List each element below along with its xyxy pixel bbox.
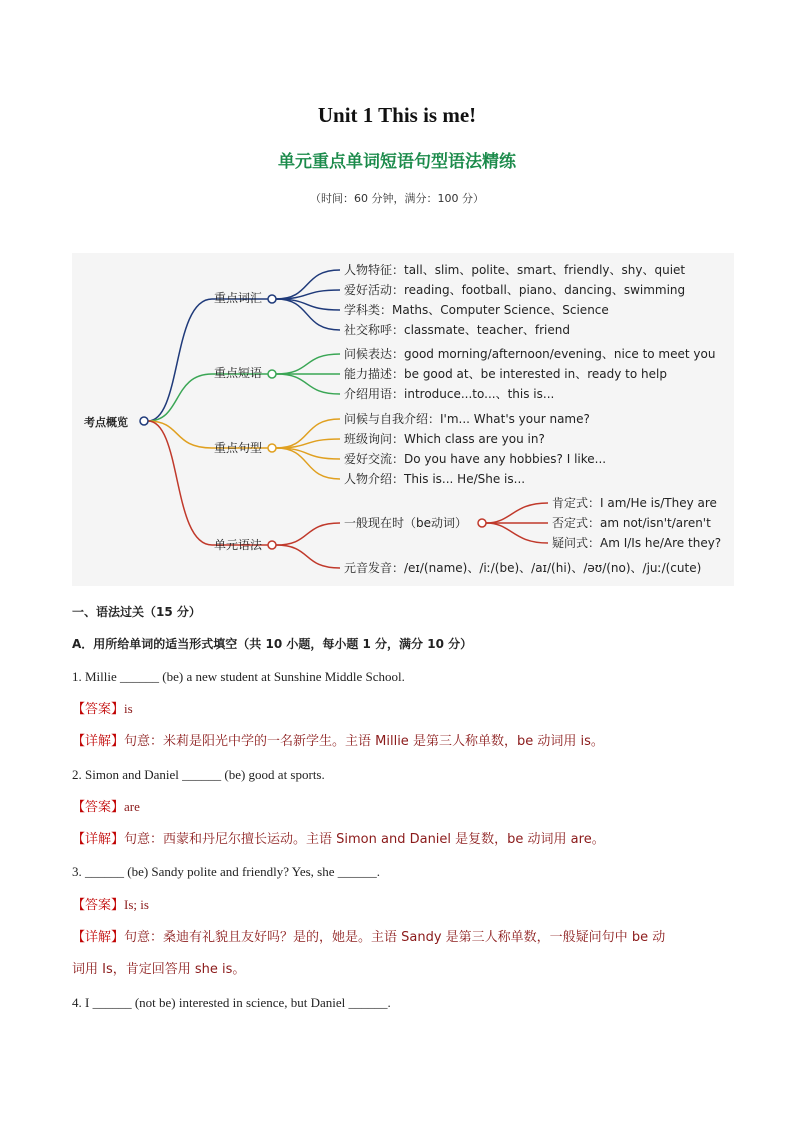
section-heading: 一、语法过关（15 分） [72, 605, 201, 619]
answer-value: are [124, 799, 140, 814]
phrase-item: 介绍用语：introduce...to...、this is... [344, 387, 555, 401]
answer-1 [72, 700, 133, 719]
detail-tag: 【详解】 [72, 930, 125, 945]
answer-2 [72, 798, 140, 817]
vocab-item: 学科类：Maths、Computer Science、Science [344, 303, 609, 317]
detail-1 [72, 733, 604, 751]
answer-tag: 【答案】 [72, 898, 125, 913]
mind-map-root: 考点概览 [84, 416, 128, 429]
branch-grammar: 单元语法 [214, 538, 263, 552]
page-title: Unit 1 This is me! [317, 103, 477, 127]
sentence-item: 问候与自我介绍：I'm... What's your name? [344, 412, 590, 426]
branch-vocabulary: 重点词汇 [214, 291, 263, 305]
question-4: 4. I ______ (not be) interested in science, but Daniel ______. [72, 995, 391, 1010]
answer-value: is [124, 701, 133, 716]
vocab-item: 社交称呼：classmate、teacher、friend [344, 323, 570, 337]
sentence-item: 人物介绍：This is... He/She is... [344, 472, 526, 486]
detail-3 [72, 929, 665, 947]
detail-text: 句意：米莉是阳光中学的一名新学生。主语 Millie 是第三人称单数，be 动词用 is。 [124, 734, 604, 749]
grammar-subitem: 疑问式：Am I/Is he/Are they? [552, 536, 722, 550]
vocab-item: 爱好活动：reading、football、piano、dancing、swimming [344, 283, 686, 297]
detail-text: 句意：桑迪有礼貌且友好吗？是的，她是。主语 Sandy 是第三人称单数，一般疑问句中 be 动 [124, 930, 666, 945]
question-2: 2. Simon and Daniel ______ (be) good at sports. [72, 767, 325, 782]
vocab-item: 人物特征：tall、slim、polite、smart、friendly、shy、quiet [344, 263, 686, 277]
phrase-item: 问候表达：good morning/afternoon/evening、nice to meet you [344, 347, 716, 361]
grammar-subitem: 否定式：am not/isn't/aren't [552, 516, 711, 530]
answer-tag: 【答案】 [72, 702, 125, 717]
question-3: 3. ______ (be) Sandy polite and friendly? Yes, she ______. [72, 864, 380, 879]
answer-3 [72, 896, 149, 915]
answer-value: Is; is [124, 897, 149, 912]
grammar-item: 元音发音：/eɪ/(name)、/iː/(be)、/aɪ/(hi)、/əʊ/(no)、/juː/(cute) [344, 561, 702, 575]
answer-tag: 【答案】 [72, 800, 125, 815]
phrase-item: 能力描述：be good at、be interested in、ready to help [344, 367, 667, 381]
branch-sentences: 重点句型 [214, 441, 263, 455]
detail-2 [72, 831, 605, 849]
mind-map [72, 253, 734, 586]
branch-phrases: 重点短语 [214, 366, 263, 380]
page-subtitle: 单元重点单词短语句型语法精练 [278, 152, 516, 172]
detail-text: 句意：西蒙和丹尼尔擅长运动。主语 Simon and Daniel 是复数，be 动词用 are。 [124, 832, 605, 847]
time-info: （时间：60 分钟，满分：100 分） [310, 192, 484, 205]
part-heading: A．用所给单词的适当形式填空（共 10 小题，每小题 1 分，满分 10 分） [72, 637, 473, 651]
sentence-item: 爱好交流：Do you have any hobbies? I like... [344, 452, 607, 466]
sentence-item: 班级询问：Which class are you in? [344, 432, 545, 446]
question-1: 1. Millie ______ (be) a new student at Sunshine Middle School. [72, 669, 405, 684]
grammar-subitem: 肯定式：I am/He is/They are [552, 496, 717, 510]
grammar-item: 一般现在时（be动词） [344, 516, 468, 530]
detail-tag: 【详解】 [72, 832, 125, 847]
detail-tag: 【详解】 [72, 734, 125, 749]
detail-3-continued: 词用 Is，肯定回答用 she is。 [72, 962, 246, 977]
